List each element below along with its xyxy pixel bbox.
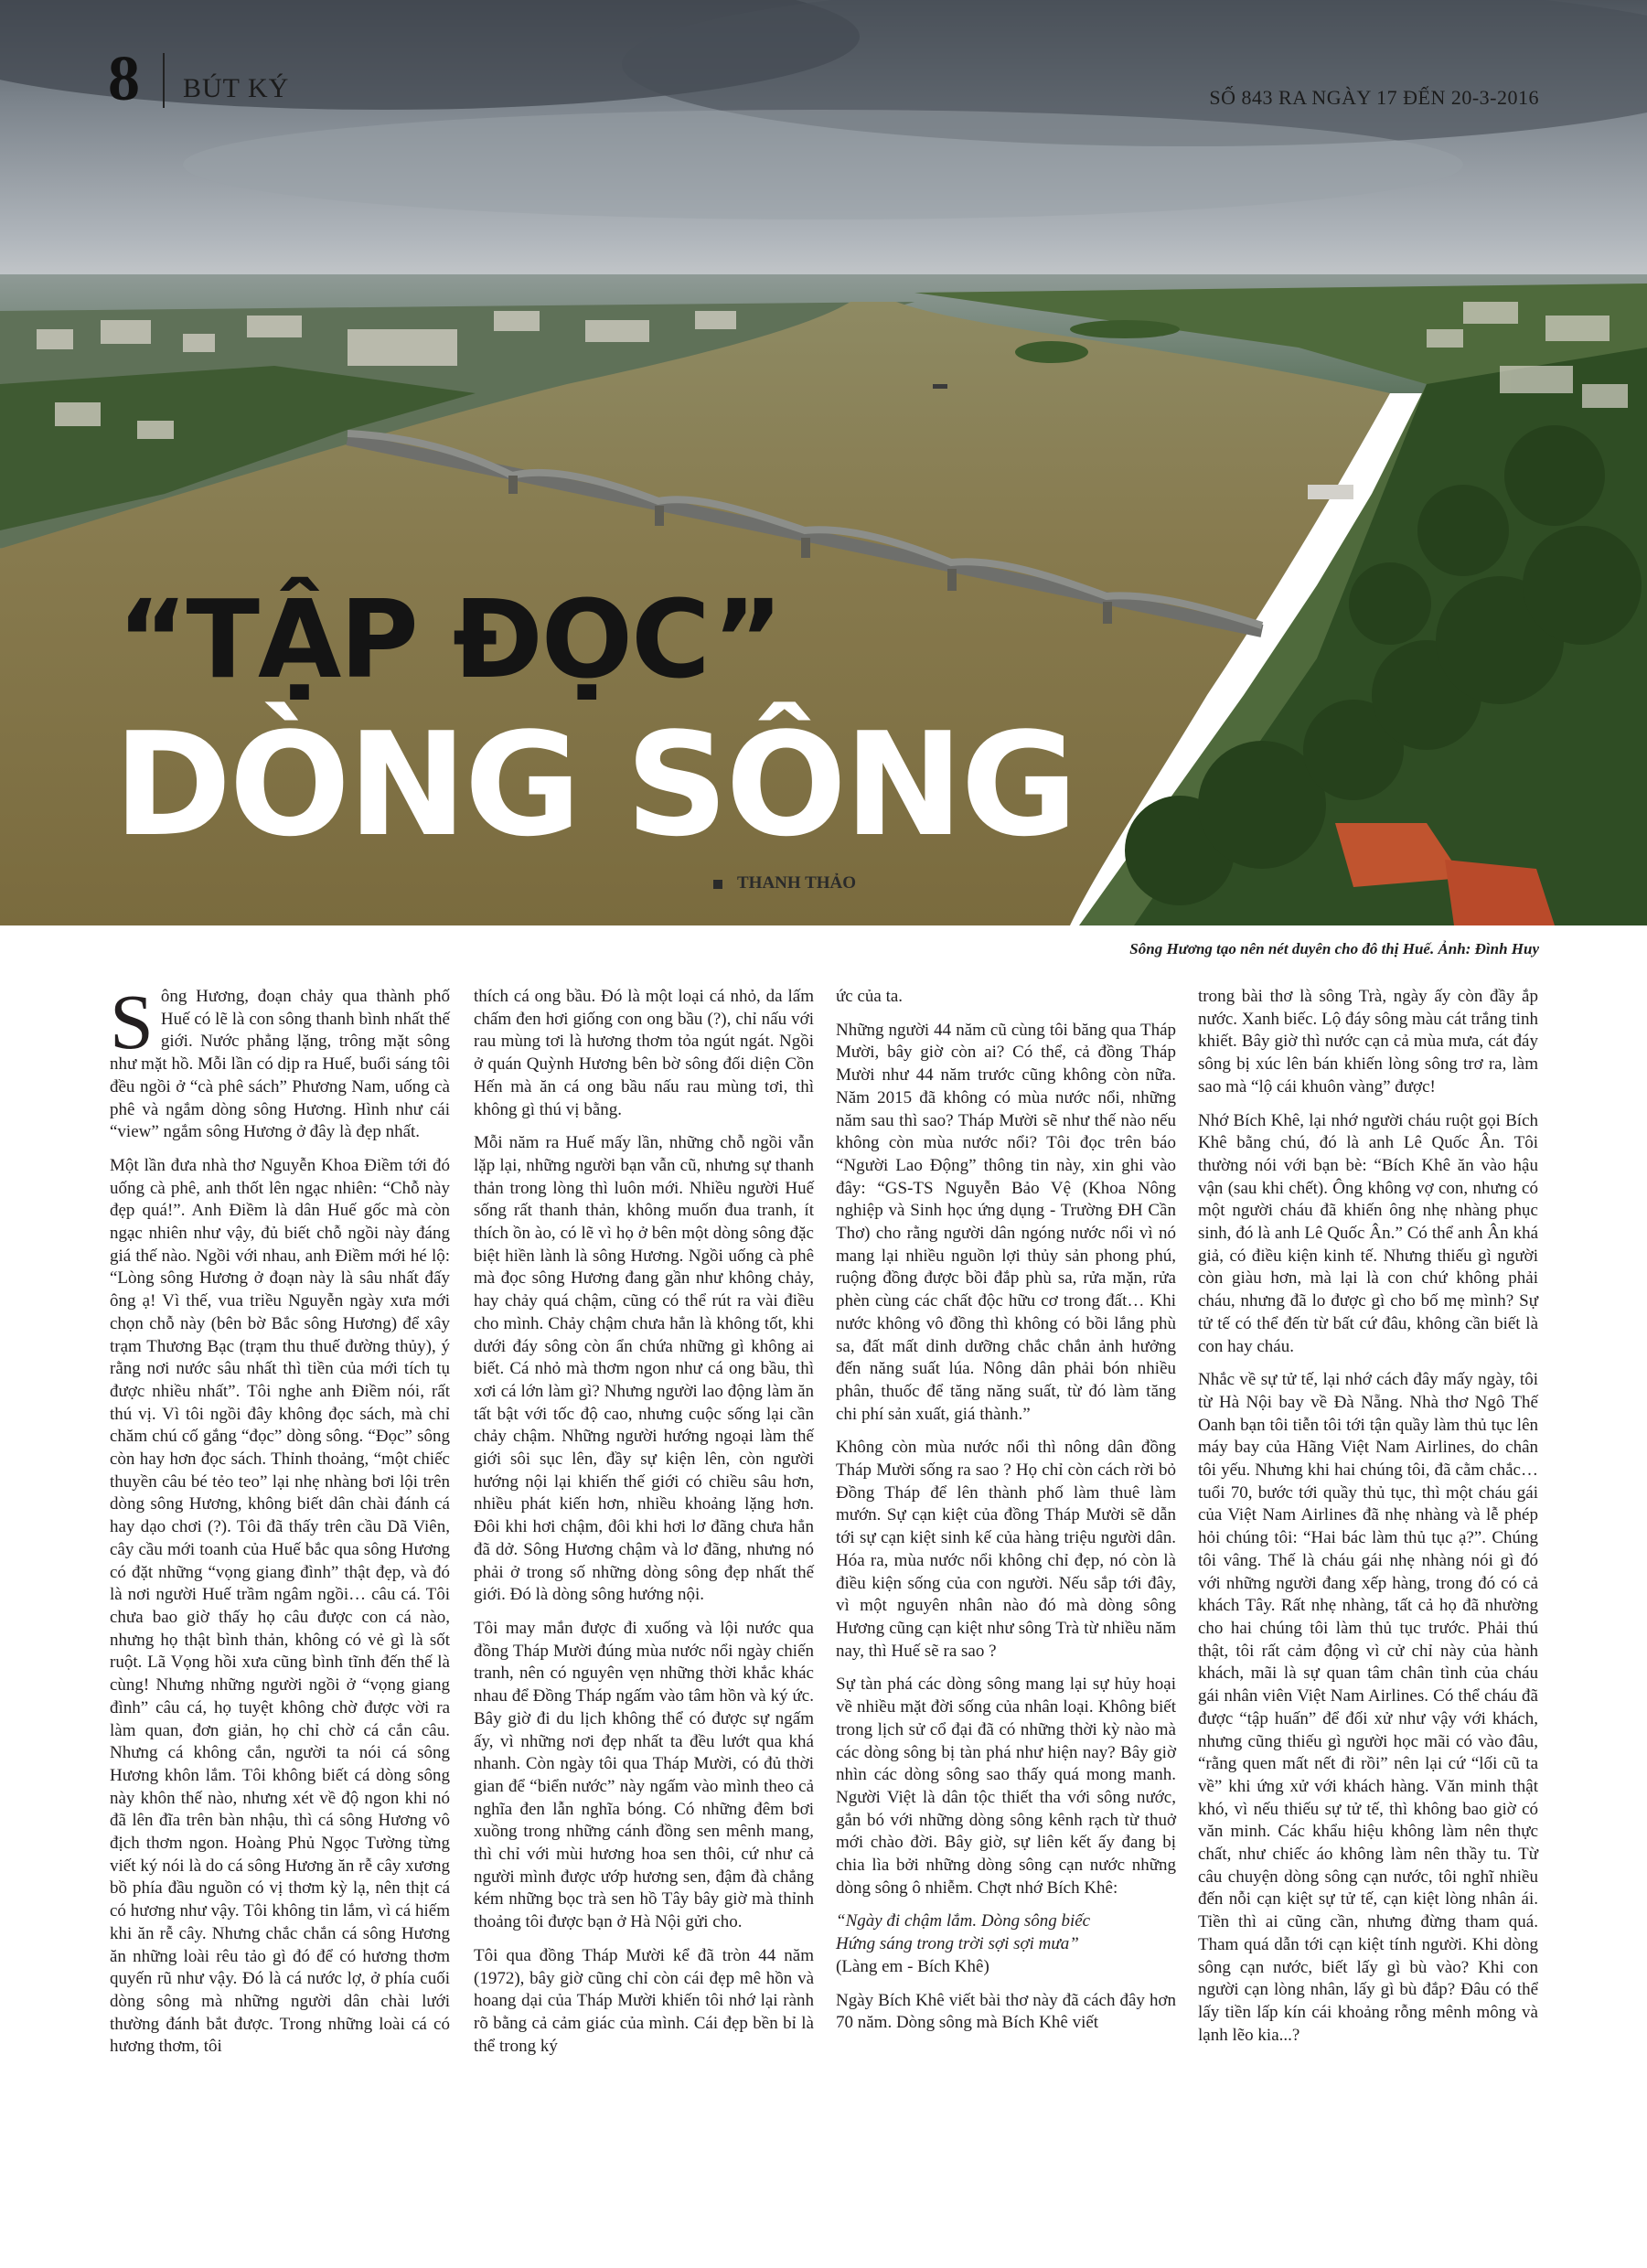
header-divider [163,53,165,108]
paragraph: Nhắc về sự tử tế, lại nhớ cách đây mấy ngày, tôi từ Hà Nội bay về Đà Nẵng. Nhà thơ Ngô Thế Oanh bạn tôi tiễn tôi tới tận quầy làm thủ tục lên máy bay của Hãng Việt Nam Airlines, do chân tôi yếu. Nhưng khi hai chúng tôi, đã cằm chắc… tuổi 70, bước tới quầy thủ tục, thì một cháu gái của Việt Nam Airlines đã nhẹ nhàng và lễ phép hỏi chúng tôi: “Hai bác làm thủ tục ạ?”. Chúng tôi vâng. Thế là cháu gái nhẹ nhàng nói gì đó với những người đang xếp hàng, trong đó có cả khách Tây. Rất nhẹ nhàng, tất cả họ đã nhường cho hai chúng tôi làm thủ tục trước. Phải thú thật, tôi rất cảm động vì cử chỉ này của hành khách, mãi là sự quan tâm chân tình của cháu gái nhân viên Việt Nam Airlines. Có thể cháu đã được “tập huấn” để đối xử như vậy với khách, nhưng cũng thiếu gì người học mãi có vào đâu, “rằng quen mất nết đi rồi” nên lại cứ “lối cũ ta về” khi ứng xử với khách hàng. Văn minh thật khó, vì nếu thiếu sự tử tế, thì không bao giờ có văn minh. Các khẩu hiệu không làm nên thực chất, như chiếc áo không làm nên thầy tu. Từ câu chuyện dòng sông cạn nước, tôi nghĩ nhiều đến nỗi cạn kiệt sự tử tế, cạn kiệt lòng nhân ái. Tiền thì ai cũng cần, nhưng đừng tham quá. Tham quá dẫn tới cạn kiệt tính người. Khi dòng sông cạn nước, biết lấy gì bù vào? Khi con người cạn lòng nhân, lấy gì bù đắp? Đâu có thể lấy tiền lấp kín cái khoảng rỗng mênh mông và lạnh lẽo kia...? [1198,1370,1538,2045]
drop-cap: S [110,978,154,1065]
paragraph: ức của ta. [836,987,904,1006]
paragraph [110,978,450,1144]
title-line-2: DÒNG SÔNG [113,701,1075,868]
poem-quote [836,1910,1176,1978]
paragraph: Nhớ Bích Khê, lại nhớ người cháu ruột gọi Bích Khê bằng chú, đó là anh Lê Quốc Ân. Tôi thường nói với bạn bè: “Bích Khê ăn vào hậu vận (sau khi chết). Ông không vợ con, nhưng có một người cháu đã khiến ông nhẹ nhàng phục sinh, đó là anh Lê Quốc Ân.” Có thể anh Ân khá giả, có điều kiện kinh tế. Nhưng thiếu gì người còn giàu hơn, mà lại là con chứ không phải cháu, nhưng đã lo được gì cho bố mẹ mình? Sự tử tế có thể đến từ bất cứ đâu, không cần biết là con hay cháu. [1198,1110,1538,1356]
paragraph: Sự tàn phá các dòng sông mang lại sự hủy hoại về nhiều mặt đời sống của nhân loại. Không biết trong lịch sử cổ đại đã có những thời kỳ nào mà các dòng sông bị tàn phá như hiện nay? Bây giờ nhìn các dòng sông sao thấy quá mong manh. Người Việt là dân tộc thiết tha với sông nước, gắn bó với những dòng sông kênh rạch từ thuở mới chào đời. Bây giờ, sự liên kết ấy đang bị chia lìa bởi những dòng sông cạn nước những dòng sông ô nhiễm. Chợt nhớ Bích Khê: [836,1674,1176,1898]
article-column-3 [836,986,1176,2046]
byline-bullet [713,880,722,889]
page-number: 8 [108,44,140,114]
article-column-2 [474,986,814,2069]
title-line-1: “TẬP ĐỌC” [117,576,782,702]
paragraph: Mỗi năm ra Huế mấy lần, những chỗ ngồi vẫn lặp lại, những người bạn vẫn cũ, nhưng sự thanh thản trong lòng thì luôn mới. Nhiều người Huế sống rất thanh thản, không muốn đua tranh, ít thích ồn ào, có lẽ vì họ ở bên một dòng sông đặc biệt hiền lành là sông Hương. Ngồi uống cà phê mà đọc sông Hương đang gần như không chảy, hay chảy quá chậm, cũng có thể rút ra vài điều cho mình. Chảy chậm chưa hẳn là không tốt, khi dưới đáy sông còn ẩn chứa những gì không ai biết. Cá nhỏ mà thơm ngon như cá ong bầu, thì xơi cá lớn làm gì? Nhưng người lao động làm ăn tất bật với tốc độ cao, nhưng cuộc sống lại cần chảy chậm. Những người hướng ngoại làm thế giới sôi sục lên, đầy sự kiện lên, còn người hướng nội lại khiến thế giới có chiều sâu hơn, nhiều phát kiến hơn, nhiều khoảng lặng hơn. Đôi khi hơi chậm, đôi khi hơi lơ đãng chưa hẳn đã dở. Sông Hương chậm và lơ đãng, nhưng nó phải ở trong số những dòng sông đẹp nhất thế giới. Đó là dòng sông hướng nội. [474,1133,814,1605]
paragraph-text: ông Hương, đoạn chảy qua thành phố Huế có lẽ là con sông thanh bình nhất thế giới. Nước phẳng lặng, trông mặt sông như mặt hồ. Mỗi lần có dịp ra Huế, buổi sáng tôi đều ngồi ở “cà phê sách” Phương Nam, uống cà phê và ngắm dòng sông Hương. Hình như cái “view” ngắm sông Hương ở đây là đẹp nhất. [110,987,450,1142]
byline [713,873,856,893]
paragraph: trong bài thơ là sông Trà, ngày ấy còn đầy ắp nước. Xanh biếc. Lộ đáy sông màu cát trắng tinh khiết. Bây giờ thì nước cạn cả mùa mưa, cát đáy sông bị xúc lên bán khiến lòng sông trơ ra, làm sao mà “lộ cái khuôn vàng” được! [1198,987,1538,1097]
issue-info: SỐ 843 RA NGÀY 17 ĐẾN 20-3-2016 [1209,86,1539,109]
paragraph: thích cá ong bầu. Đó là một loại cá nhỏ, da lấm chấm đen hơi giống con ong bầu (?), chỉ nấu với rau mùng tơi là hương thơm tỏa ngút ngát. Ngồi ở quán Quỳnh Hương bên bờ sông đối diện Cồn Hến mà ăn cá ong bầu nấu rau mùng tơi, thì không gì thú vị bằng. [474,987,814,1119]
section-label: BÚT KÝ [183,73,290,103]
article-column-1 [110,978,450,2070]
paragraph: Không còn mùa nước nổi thì nông dân đồng Tháp Mười sống ra sao ? Họ chỉ còn cách rời bỏ Đồng Tháp để lên thành phố làm thuê làm mướn. Sự cạn kiệt của đồng Tháp Mười sẽ dẫn tới sự cạn kiệt sinh kế của hàng triệu người dân. Hóa ra, mùa nước nổi không chỉ đẹp, nó còn là điều kiện sống của con người. Nếu sắp tới đây, vì một nguyên nhân nào đó mà dòng sông Hương cũng cạn kiệt như sông Trà từ nhiều năm nay, thì Huế sẽ ra sao ? [836,1438,1176,1661]
poem-line: Hứng sáng trong trời sợi sợi mưa” [836,1934,1079,1954]
paragraph: Tôi may mắn được đi xuống và lội nước qua đồng Tháp Mười đúng mùa nước nổi ngày chiến tranh, nên có nguyên vẹn những thời khắc khác nhau để Đồng Tháp ngấm vào tâm hồn và ký ức. Bây giờ đi du lịch không thể có được sự ngấm ấy, vì những nơi đẹp nhất ta đều lướt qua khá nhanh. Còn ngày tôi qua Tháp Mười, có đủ thời gian để “biển nước” này ngấm vào mình theo cả nghĩa đen lẫn nghĩa bóng. Có những đêm bơi xuồng trong những cánh đồng sen mênh mang, thì chỉ với mùi hương hoa sen thôi, cứ như cả người mình được ướp hương sen, đậm đà chẳng kém những bọc trà sen hồ Tây bây giờ mà thỉnh thoảng tôi được bạn ở Hà Nội gửi cho. [474,1618,814,1932]
photo-caption: Sông Hương tạo nên nét duyên cho đô thị Huế. Ảnh: Đình Huy [1129,940,1539,957]
article-column-4 [1198,986,1538,2058]
poem-source: (Làng em - Bích Khê) [836,1956,989,1976]
paragraph: Những người 44 năm cũ cùng tôi băng qua Tháp Mười, bây giờ còn ai? Có thể, cả đồng Tháp Mười như 44 năm trước cũng không còn nữa. Năm 2015 đã không có mùa nước nổi, những năm sau thì sao? Tháp Mười sẽ như thế nào nếu không còn mùa nước nổi? Tôi đọc trên báo “Người Lao Động” thông tin này, xin ghi vào đây: “GS-TS Nguyễn Bảo Vệ (Khoa Nông nghiệp và Sinh học ứng dụng - Trường ĐH Cần Thơ) cho rằng người dân ngóng nước nổi vì nó mang lại nhiều nguồn lợi thủy sản phong phú, ruộng đồng được bồi đắp phù sa, rửa mặn, rửa phèn cùng các chất độc hữu cơ trong đất… Khi nước không vô đồng thì không có bồi lắng phù sa, đất mất dinh dưỡng chắc chắn ảnh hưởng đến năng suất lúa. Nông dân phải bón nhiều phân, thuốc để tăng năng suất, từ đó làm tăng chi phí sản xuất, giá thành.” [836,1020,1176,1424]
author-name: THANH THẢO [737,873,857,893]
paragraph: Một lần đưa nhà thơ Nguyễn Khoa Điềm tới đó uống cà phê, anh thốt lên ngạc nhiên: “Chỗ này đẹp quá!”. Anh Điềm là dân Huế gốc mà còn ngạc nhiên như vậy, đủ biết chỗ ngồi này đáng giá thế nào. Ngồi với nhau, anh Điềm mới hé lộ: “Lòng sông Hương ở đoạn này là sâu nhất đấy ông ạ! Vì thế, vua triều Nguyễn ngày xưa mới chọn chỗ này (bên bờ Bắc sông Hương) để xây trạm Thương Bạc (trạm thu thuế đường thủy), ý rằng nơi nước sâu nhất thì tiền của mới tích tụ được nhiều nhất”. Tôi nghe anh Điềm nói, rất thú vị. Vì tôi ngồi đây không đọc sách, mà chỉ chăm chú cố gắng “đọc” dòng sông. “Đọc” sông còn hay hơn đọc sách. Thỉnh thoảng, “một chiếc thuyền câu bé tẻo teo” lại nhẹ nhàng bơi lội trên dòng sông Hương, không biết dân chài đánh cá hay dạo chơi (?). Tôi đã thấy trên cầu Dã Viên, cây cầu mới toanh của Huế bắc qua sông Hương có đặt những “vọng giang đình” thật đẹp, và đó là nơi người Huế trầm ngâm ngồi… câu cá. Tôi chưa bao giờ thấy họ câu được con cá nào, nhưng họ thật bình thản, không có vẻ gì là sốt ruột. Lã Vọng hồi xưa cũng bình tĩnh đến thế là cùng! Nhưng những người ngồi ở “vọng giang đình” câu cá, họ tuyệt không chờ được vời ra làm quan, đơn giản, họ chỉ chờ cá cắn câu. Nhưng cá không cắn, người ta nói cá sông Hương khôn lắm. Tôi không biết cá dòng sông này khôn thế nào, nhưng xét về độ ngon khi nó đã lên đĩa trên bàn nhậu, thì cá sông Hương vô địch thơm ngon. Hoàng Phủ Ngọc Tường từng viết ký nói là do cá sông Hương ăn rễ cây xương bồ phía đầu nguồn có vị thơm kỳ lạ, nên thịt cá có hương như vậy. Tôi không tin lắm, vì cá hiếm khi ăn rễ cây. Nhưng chắc chắn cá sông Hương ăn những loài rêu tảo gì đó để có hương thơm quyến rũ như vậy. Đó là cá nước lợ, ở phía cuối dòng sông mà những người dân chài lưới thường đánh bắt được. Trong những loài cá có hương thơm, tôi [110,1155,450,2057]
paragraph: Ngày Bích Khê viết bài thơ này đã cách đây hơn 70 năm. Dòng sông mà Bích Khê viết [836,1990,1176,2033]
poem-line: “Ngày đi chậm lắm. Dòng sông biếc [836,1911,1091,1931]
paragraph: Tôi qua đồng Tháp Mười kể đã tròn 44 năm (1972), bây giờ cũng chỉ còn cái đẹp mê hồn và hoang dại của Tháp Mười khiến tôi nhớ lại rành rõ bằng cả cảm giác của mình. Cái đẹp bền bỉ là thể trong ký [474,1945,814,2056]
